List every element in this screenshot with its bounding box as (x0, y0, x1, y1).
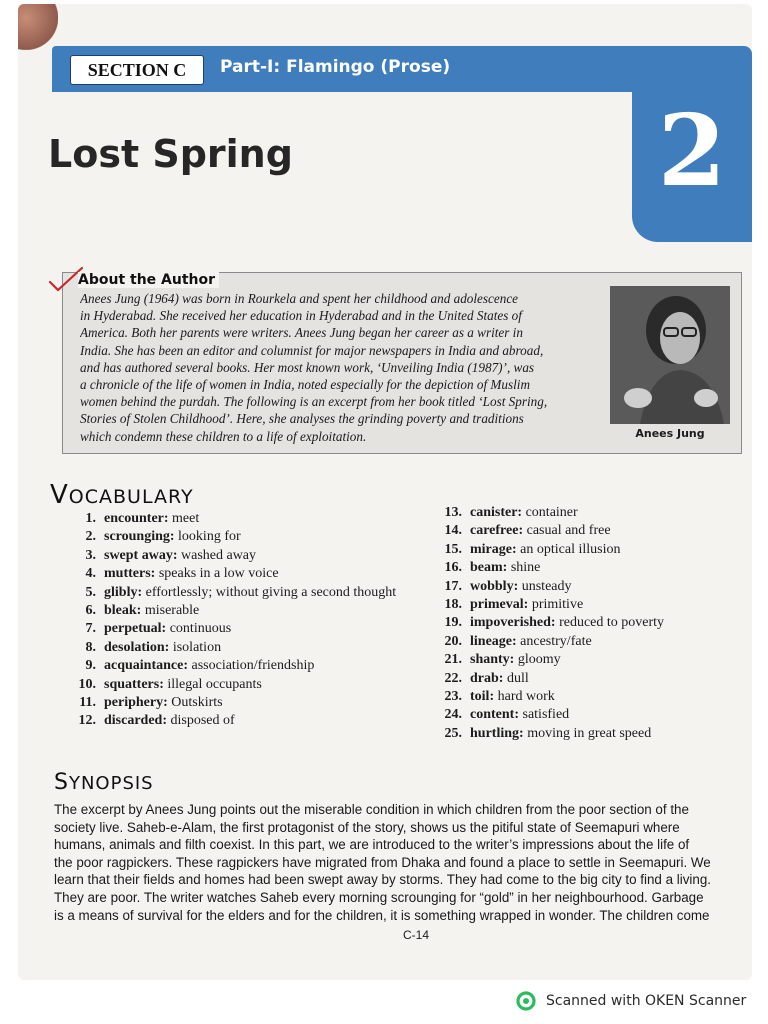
vocab-item (74, 510, 404, 528)
vocab-term: content: (470, 707, 519, 723)
vocab-term: mirage: (470, 541, 517, 557)
vocab-number: 18. (444, 597, 462, 613)
synopsis-line: is a means of survival for the elders and for the children, it is something wrapped in wonder. The children come (54, 907, 710, 923)
vocab-item (74, 620, 404, 638)
vocab-item (74, 602, 404, 620)
vocab-number: 24. (444, 707, 462, 723)
vocab-definition: isolation (172, 639, 222, 655)
vocab-definition: association/friendship (191, 658, 315, 674)
author-line: a chronicle of the life of women in India, noted especially for the depiction of Muslim (80, 377, 530, 393)
synopsis-line: The excerpt by Anees Jung points out the miserable condition in which children from the poor section of the (54, 802, 689, 817)
vocab-item (440, 670, 740, 688)
vocab-term: drab: (470, 670, 504, 686)
vocab-definition: Outskirts (171, 695, 223, 711)
author-line: India. She has been an editor and columnist for major newspapers in India and abroad, (80, 342, 544, 358)
vocab-item (440, 541, 740, 559)
vocab-term: discarded: (104, 713, 167, 729)
vocab-term: canister: (470, 505, 523, 520)
vocab-item (74, 712, 404, 730)
vocab-number: 1. (85, 511, 96, 526)
vocab-term: desolation: (104, 639, 170, 655)
vocab-number: 25. (444, 725, 462, 741)
vocab-definition: shine (510, 560, 541, 576)
vocab-term: beam: (470, 560, 508, 576)
page-number: C-14 (403, 928, 430, 942)
vocabulary-heading-initial: V (50, 480, 69, 510)
vocab-definition: speaks in a low voice (158, 566, 279, 582)
vocab-number: 14. (444, 523, 462, 539)
vocab-definition: unsteady (521, 578, 572, 594)
vocabulary-list-left (74, 510, 404, 731)
vocab-term: shanty: (470, 652, 515, 668)
synopsis-heading (54, 770, 154, 795)
vocab-item (440, 651, 740, 669)
vocab-definition: container (525, 505, 578, 520)
vocab-number: 9. (85, 658, 96, 674)
vocab-term: toil: (470, 689, 495, 705)
vocab-term: glibly: (104, 584, 143, 600)
vocab-term: scrounging: (104, 529, 175, 545)
author-line: Stories of Stolen Childhood’. Here, she analyses the grinding poverty and traditions (80, 411, 524, 427)
vocab-term: bleak: (104, 603, 142, 619)
vocab-term: lineage: (470, 633, 517, 649)
about-author-heading: About the Author (78, 272, 219, 288)
vocab-number: 19. (444, 615, 462, 631)
vocab-item (440, 706, 740, 724)
synopsis-line: humans, animals and filth coexist. In this part, we are introduced to the writer’s impressions about the life of (54, 837, 690, 853)
vocab-item (440, 633, 740, 651)
vocab-definition: meet (172, 511, 200, 526)
vocab-definition: an optical illusion (520, 541, 621, 557)
author-photo-caption: Anees Jung (635, 427, 705, 440)
scanner-watermark-text: Scanned with OKEN Scanner (546, 993, 747, 1009)
vocab-definition: hard work (497, 689, 555, 705)
vocab-term: mutters: (104, 566, 156, 582)
vocab-term: periphery: (104, 695, 168, 711)
author-line: and has authored several books. Her most known work, ‘Unveiling India (1987)’, was (80, 359, 535, 375)
vocab-term: swept away: (104, 547, 178, 563)
vocabulary-heading (50, 480, 194, 510)
scanner-watermark (516, 990, 746, 1012)
synopsis-heading-initial: S (54, 770, 69, 795)
vocab-term: squatters: (104, 676, 164, 692)
thumb-shadow (18, 4, 58, 50)
vocab-definition: illegal occupants (167, 676, 262, 692)
vocab-term: primeval: (470, 597, 529, 613)
author-line: in Hyderabad. She received her education in Hyderabad and in the United States of (80, 308, 522, 324)
vocab-term: impoverished: (470, 615, 556, 631)
vocab-item (74, 565, 404, 583)
vocab-number: 21. (444, 652, 462, 668)
vocab-item (74, 639, 404, 657)
synopsis-line: society live. Saheb-e-Alam, the first protagonist of the story, shows us the pitiful state of Seemapuri where (54, 819, 680, 835)
synopsis-heading-rest: YNOPSIS (68, 773, 154, 794)
vocab-term: encounter: (104, 511, 169, 526)
vocab-number: 8. (85, 639, 96, 655)
author-photo (610, 286, 730, 424)
vocab-definition: ancestry/fate (520, 633, 592, 649)
vocab-number: 4. (85, 566, 96, 582)
vocabulary-list-right (440, 504, 740, 743)
section-label: SECTION C (70, 55, 204, 85)
vocab-definition: looking for (178, 529, 241, 545)
vocab-item (440, 504, 740, 522)
vocab-term: perpetual: (104, 621, 167, 637)
author-line: women behind the purdah. The following is an excerpt from her book titled ‘Lost Spring, (80, 394, 548, 410)
vocab-number: 12. (78, 713, 96, 729)
vocab-definition: gloomy (517, 652, 561, 668)
vocab-item (74, 584, 404, 602)
author-line: America. Both her parents were writers. Anees Jung began her career as a writer in (80, 325, 523, 341)
vocab-item (440, 559, 740, 577)
vocab-term: wobbly: (470, 578, 519, 594)
synopsis-line: They are poor. The writer watches Saheb every morning scrounging for “gold” in her neighbourhood. Garbage (54, 889, 704, 905)
vocab-number: 10. (78, 676, 96, 692)
vocab-definition: washed away (181, 547, 257, 563)
vocab-number: 11. (79, 695, 96, 711)
vocab-item (74, 676, 404, 694)
vocab-item (440, 614, 740, 632)
vocab-item (74, 528, 404, 546)
vocab-definition: effortlessly; without giving a second thought (145, 584, 397, 600)
author-portrait-icon (610, 286, 730, 424)
vocab-number: 7. (85, 621, 96, 637)
vocab-term: carefree: (470, 523, 524, 539)
vocab-number: 6. (85, 603, 96, 619)
textbook-page (18, 4, 752, 980)
vocab-number: 23. (444, 689, 462, 705)
vocab-item (440, 725, 740, 743)
vocab-item (74, 657, 404, 675)
chapter-title: Lost Spring (48, 132, 293, 176)
vocab-number: 17. (444, 578, 462, 594)
vocab-number: 22. (444, 670, 462, 686)
vocab-item (440, 522, 740, 540)
vocab-term: acquaintance: (104, 658, 188, 674)
author-line: which condemn these children to a life of exploitation. (80, 428, 367, 444)
vocab-number: 3. (85, 547, 96, 563)
author-line: Anees Jung (1964) was born in Rourkela and spent her childhood and adolescence (80, 291, 519, 306)
vocab-definition: continuous (169, 621, 232, 637)
vocab-definition: disposed of (170, 713, 235, 729)
vocabulary-heading-rest: OCABULARY (68, 486, 194, 508)
chapter-number: 2 (657, 94, 727, 209)
vocab-item (440, 596, 740, 614)
vocab-number: 13. (444, 505, 462, 520)
vocab-item (440, 578, 740, 596)
vocab-number: 20. (444, 633, 462, 649)
vocab-item (74, 694, 404, 712)
vocab-item (440, 688, 740, 706)
vocab-number: 5. (85, 584, 96, 600)
vocab-definition: satisfied (522, 707, 570, 723)
vocab-definition: casual and free (526, 523, 611, 539)
synopsis-line: learn that their fields and homes had been swept away by storms. They had come to the big city to find a living. (54, 872, 711, 888)
vocab-number: 2. (85, 529, 96, 545)
vocab-definition: moving in great speed (527, 725, 652, 741)
chapter-tab (632, 76, 752, 242)
part-label: Part-I: Flamingo (Prose) (220, 57, 451, 77)
vocab-definition: primitive (531, 597, 584, 613)
synopsis-line: the poor ragpickers. These ragpickers have migrated from Dhaka and found a place to settle in Seemapuri. We (54, 854, 711, 870)
vocab-definition: dull (506, 670, 529, 686)
vocab-definition: reduced to poverty (559, 615, 665, 631)
synopsis-text (54, 801, 752, 924)
vocab-number: 16. (444, 560, 462, 576)
vocab-term: hurtling: (470, 725, 524, 741)
vocab-number: 15. (444, 541, 462, 557)
vocab-definition: miserable (144, 603, 200, 619)
vocab-item (74, 547, 404, 565)
about-author-text (80, 290, 600, 445)
oken-scanner-logo-icon (516, 991, 536, 1011)
